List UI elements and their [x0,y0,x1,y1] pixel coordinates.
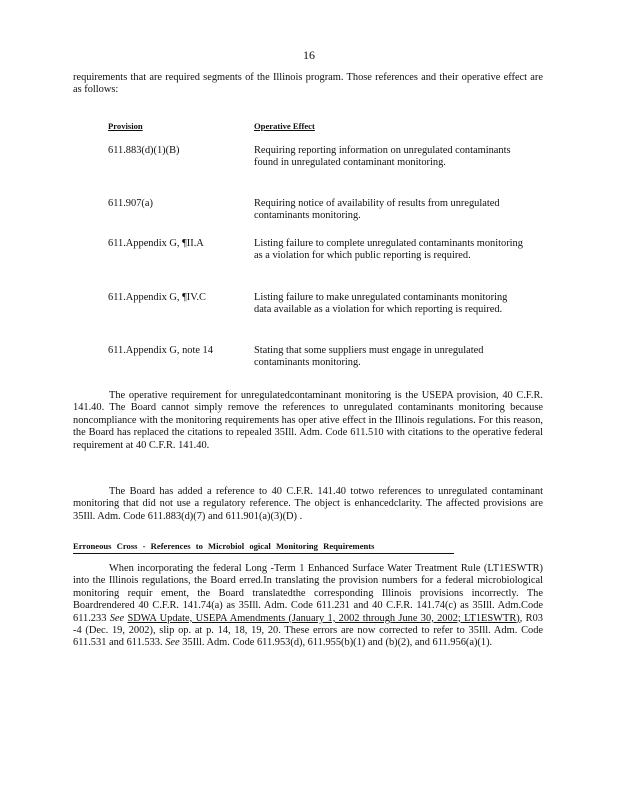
added-reference-paragraph: The Board has added a reference to 40 C.F.R. 141.40 totwo references to unregulated contaminant monitoring that did not use a regulatory reference. The object is enhancedclarity. The affected provisions are 35Ill. Adm. Code 611.883(d)(7) and 611.901(a)(3)(D) . [73,486,543,522]
effect-cell: Listing failure to complete unregulated contaminants monitoring as a violation for which public reporting is required. [254,238,523,262]
operative-requirement-paragraph: The operative requirement for unregulatedcontaminant monitoring is the USEPA provision, 40 C.F.R. 141.40. The Board cannot simply remove the references to unregulated contaminants monitoring because noncompliance with the monitoring requirements has oper ative effect in the Illinois regulations. For this reason, the Board has replaced the citations to repealed 35Ill. Adm. Code 611.510 with citations to the operative federal requirement at 40 C.F.R. 141.40. [73,390,543,451]
intro-paragraph: requirements that are required segments of the Illinois program. Those references and their operative effect are as follows: [73,72,543,96]
effect-cell: Stating that some suppliers must engage in unregulated contaminants monitoring. [254,345,484,369]
provision-cell: 611.883(d)(1)(B) [108,145,180,156]
effect-cell: Requiring notice of availability of results from unregulated contaminants monitoring. [254,198,500,222]
see-signal: See [109,612,125,624]
provision-cell: 611.Appendix G, ¶II.A [108,238,204,249]
table-header-provision: Provision [108,121,143,131]
section-heading: Erroneous Cross - References to Microbiol ogical Monitoring Requirements [73,541,454,554]
paragraph-text: , R03 -4 (Dec. 19, 2002), slip op. at p. 14, 18, 19, 20. These errors are now corrected to refer to 35Ill. Adm. Code 611.531 and 611.533. [73,612,543,649]
case-citation: SDWA Update, USEPA Amendments (January 1, 2002 through June 30, 2002; LT1ESWTR) [127,612,520,624]
page-number: 16 [303,48,315,62]
effect-cell: Requiring reporting information on unregulated contaminants found in unregulated contaminant monitoring. [254,145,511,169]
see-signal: See [165,637,180,649]
erroneous-references-paragraph [73,563,543,650]
provision-cell: 611.Appendix G, note 14 [108,345,213,356]
provision-cell: 611.Appendix G, ¶IV.C [108,292,206,303]
paragraph-text: When incorporating the federal Long -Term 1 Enhanced Surface Water Treatment Rule (LT1ESWTR) into the Illinois regulations, the Board erred.In translating the provision numbers for a federal microbiological monitoring requir ement, the Board translatedthe corresponding Illinois provisions incorrectly. The Boardrendered 40 C.F.R. 141.74(a) as 35Ill. Adm. Code 611.231 and 40 C.F.R. 141.74(c) as 35Ill. Adm.Code 611.233 [73,563,543,624]
effect-cell: Listing failure to make unregulated contaminants monitoring data available as a violation for which reporting is required. [254,292,508,316]
provision-cell: 611.907(a) [108,198,153,209]
table-header-effect: Operative Effect [254,121,315,131]
paragraph-text: 35Ill. Adm. Code 611.953(d), 611.955(b)(1) and (b)(2), and 611.956(a)(1). [182,637,493,649]
